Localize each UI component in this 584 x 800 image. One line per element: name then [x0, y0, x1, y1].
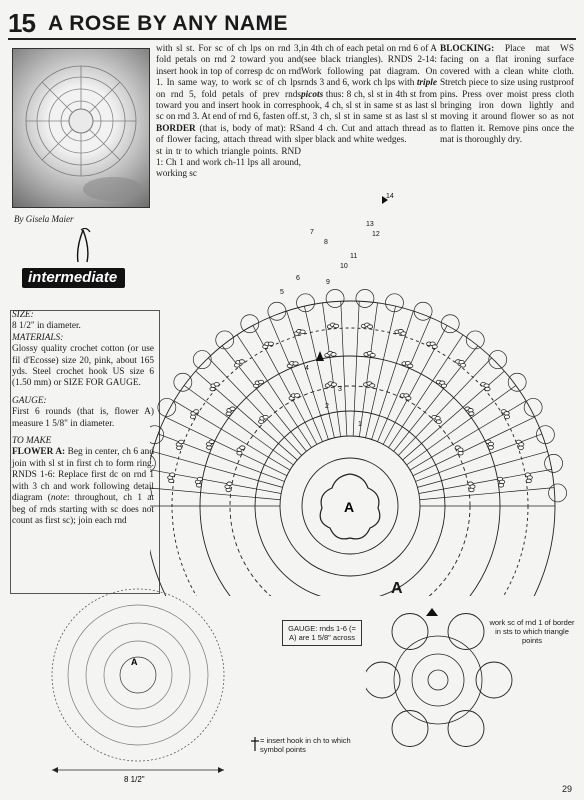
detail-petal: [392, 614, 428, 650]
instructions-column-3: [301, 44, 437, 147]
crochet-chart-diagram: [150, 186, 575, 596]
picot-stitch: [197, 477, 202, 481]
shell-stitch: [549, 484, 567, 502]
shell-stitch: [326, 290, 344, 308]
shell-stitch: [466, 331, 484, 349]
shell-stitch: [297, 294, 315, 312]
picot-stitch: [526, 479, 531, 483]
picot-stitch: [331, 383, 336, 387]
materials-text: Glossy quality crochet cotton (or use fil d'Ecosse) size 20, pink, about 165 yds. Steel crochet hook US size 6 (1.50 mm) or SIZE FOR GAUGE.: [12, 344, 154, 389]
picot-stitch: [295, 394, 300, 398]
round-label: 3: [338, 386, 342, 393]
blocking-text: Place mat WS facing on a flat ironing surface covered with a clean white cloth. Stretch piece to size using rustproof pins. Press over moist press cloth bringing iron down lightly and moving it around flower so as not to flatten it. Remove pins once the mat is thoroughly dry.: [440, 44, 574, 146]
detail-petal: [392, 710, 428, 746]
picot-stitch: [485, 387, 490, 391]
col3-text1: in 4th ch of each petal on rnd 6 of A (see black triangles). RNDS 2-14: Work following pat diagram. On rnds 3 and 6, work ch lps with: [301, 44, 437, 89]
round-label: 2: [325, 403, 329, 410]
picot-stitch: [370, 384, 375, 388]
picot-stitch: [488, 446, 493, 450]
chart-flower-label: A: [344, 499, 355, 515]
col2-text2: (that is, body of mat): RS of flower facing, attach thread with sl st in tr to which triangle points. RND 1: Ch 1 and work ch-11 lps all around, working sc: [156, 123, 301, 180]
picot-stitch: [458, 448, 463, 452]
col3-text2: thus: 8 ch, sl st in 4th st from hook, 4 ch, sl st in same st as last sl st, 3 ch, sl st in same st as last sl st and 4 ch. Cut and attach thread as per black and white wedges.: [301, 89, 437, 146]
round-label: 6: [296, 275, 300, 282]
picot-stitch: [469, 412, 474, 416]
picot-stitch: [240, 446, 245, 450]
shell-stitch: [508, 373, 526, 391]
picot-stitch: [300, 330, 305, 334]
picot-stitch: [177, 446, 182, 450]
picot-stitch: [504, 412, 509, 416]
round-label: 11: [350, 253, 358, 260]
shell-stitch: [150, 426, 164, 444]
cherry-icon: [72, 228, 94, 272]
page-header: [8, 8, 576, 40]
size-text: 8 1/2" in diameter.: [12, 321, 81, 332]
detail-petal: [476, 662, 512, 698]
byline: By Gisela Maier: [14, 214, 74, 224]
specs-column: [12, 310, 154, 527]
picot-stitch: [263, 415, 268, 419]
page-number: 29: [561, 784, 572, 794]
note-label: note: [50, 493, 67, 504]
picot-stitch: [408, 364, 413, 368]
picot-stitch: [370, 353, 375, 357]
picot-stitch: [268, 342, 273, 346]
detail-petal: [366, 662, 400, 698]
flower-a-text: Beg in center, ch 6 and join with sl st in first ch to form ring. RNDS 1-6: Replace first dc on rnd 1 with 3 ch and work following detail diagram (: [12, 447, 154, 504]
insert-hook-note: = insert hook in ch to which symbol points: [260, 736, 351, 754]
round-label: 8: [324, 239, 328, 246]
picot-stitch: [460, 364, 465, 368]
picot-stitch: [230, 407, 235, 411]
round-label: 10: [340, 263, 348, 270]
detail-petal: [448, 614, 484, 650]
size-label: SIZE:: [12, 310, 34, 320]
picot-stitch: [331, 353, 336, 357]
detail-petal: [448, 710, 484, 746]
picot-stitch: [504, 415, 509, 419]
shell-stitch: [356, 290, 374, 308]
round-label: 4: [305, 365, 309, 372]
gauge-box: GAUGE: rnds 1-6 (= A) are 1 5/8" across: [282, 620, 362, 646]
pattern-number: 15: [8, 8, 35, 38]
blocking-column: [440, 44, 574, 147]
border-label: BORDER: [156, 123, 196, 134]
round-label: 9: [326, 279, 330, 286]
shell-stitch: [174, 373, 192, 391]
insert-hook-icon: [250, 737, 260, 751]
round-label: 1: [358, 421, 362, 428]
shell-stitch: [216, 331, 234, 349]
shell-stitch: [193, 351, 211, 369]
shell-stitch: [489, 351, 507, 369]
picot-stitch: [237, 451, 242, 455]
shell-stitch: [268, 302, 286, 320]
flower-a-paragraph: [12, 447, 154, 527]
product-photo: [12, 48, 150, 208]
picot-stitch: [469, 488, 474, 492]
picot-stitch: [432, 345, 437, 349]
picot-stitch: [259, 380, 264, 384]
round-label: 5: [280, 289, 284, 296]
picot-stitch: [458, 451, 463, 455]
detail-flower-label: A: [391, 580, 403, 597]
insert-triangle-icon: [426, 608, 438, 616]
gauge-label: GAUGE:: [12, 395, 47, 406]
start-triangle-icon: [316, 351, 324, 361]
skill-level-badge: intermediate: [22, 268, 125, 288]
picot-stitch: [441, 384, 446, 388]
picot-stitch: [406, 396, 411, 400]
size-schematic: [38, 585, 238, 785]
picot-stitch: [190, 415, 195, 419]
picot-stitch: [293, 362, 298, 366]
detail-note: work sc of rnd 1 of border in sts to which triangle points: [489, 618, 575, 645]
triple-picots-label: triple picots: [301, 78, 437, 100]
picot-stitch: [179, 440, 184, 444]
col2-text1: with sl st. For sc of ch lps on rnd 3, fold petals on rnd 2 toward you and insert hook in top of corresp dc on rnd 1. In same way, to work sc of ch lps on rnd 5, fold petals of prev rnds toward you and insert hook in corresp sc on rnd 3. At end of rnd 6, fasten off.: [156, 44, 301, 123]
shell-stitch: [385, 294, 403, 312]
picot-stitch: [401, 332, 406, 336]
schematic-flower-label: A: [131, 657, 138, 667]
round-label: 12: [372, 231, 380, 238]
picot-stitch: [239, 360, 244, 364]
round-label: 14: [386, 193, 394, 200]
note-text: : throughout, ch 1 at beg of rnds starting with sc does not count as first sc); join each rnd: [12, 493, 154, 526]
to-make-label: TO MAKE: [12, 436, 52, 447]
gauge-text: First 6 rounds (that is, flower A) measure 1 5/8" in diameter.: [12, 407, 154, 429]
picot-stitch: [368, 325, 373, 329]
picot-stitch: [209, 440, 214, 444]
page-title: A ROSE BY ANY NAME: [48, 12, 289, 35]
blocking-label: BLOCKING:: [440, 44, 495, 54]
instructions-column-2: [156, 44, 301, 181]
shell-stitch: [150, 484, 151, 502]
round-label: 13: [366, 221, 374, 228]
picot-stitch: [519, 443, 524, 447]
picot-stitch: [207, 446, 212, 450]
diameter-measure: 8 1/2": [124, 775, 145, 784]
shell-stitch: [545, 454, 563, 472]
picot-stitch: [227, 482, 232, 486]
picot-stitch: [436, 420, 441, 424]
materials-label: MATERIALS:: [12, 332, 64, 343]
picot-stitch: [488, 442, 493, 446]
picot-stitch: [518, 446, 523, 450]
picot-stitch: [334, 324, 339, 328]
picot-stitch: [194, 410, 199, 414]
shell-stitch: [414, 302, 432, 320]
picot-stitch: [498, 483, 503, 487]
picot-stitch: [214, 382, 219, 386]
round-label: 7: [310, 229, 314, 236]
picot-stitch: [170, 473, 175, 477]
flower-a-label: FLOWER A:: [12, 447, 66, 458]
